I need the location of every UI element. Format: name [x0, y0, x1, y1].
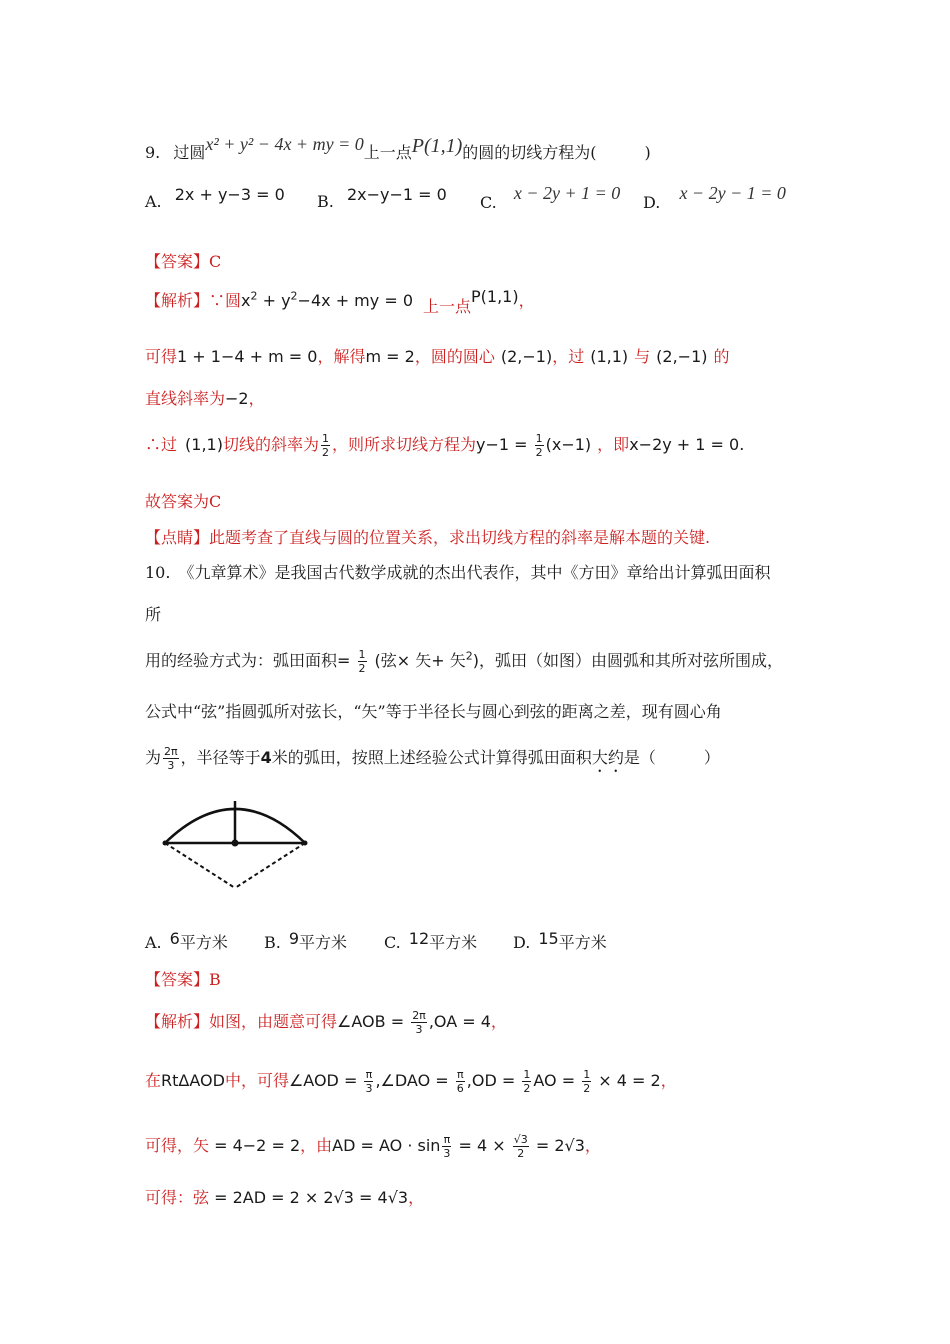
- text: ，: [248, 389, 265, 408]
- radius-right: [235, 843, 305, 888]
- math: = 4 ×: [453, 1136, 511, 1155]
- q10-option-c[interactable]: [384, 930, 477, 953]
- math-part: + y: [257, 291, 291, 310]
- option-letter: C.: [384, 933, 401, 952]
- math: $x^2 + y^2-4x$ + my = 0: [241, 289, 413, 310]
- text: ，圆的圆心: [414, 347, 495, 366]
- math: ,OD =: [466, 1071, 521, 1090]
- fraction: [535, 432, 544, 459]
- q10-stem-line1: 10. 《九章算术》是我国古代数学成就的杰出代表作，其中《方田》章给出计算弧田面积: [145, 563, 771, 582]
- q10-answer: 【答案】B: [145, 970, 221, 989]
- q10-analysis-line2: [145, 1068, 677, 1095]
- math: AO =: [533, 1071, 581, 1090]
- option-letter: B.: [264, 933, 281, 952]
- text: ∵圆: [209, 291, 242, 310]
- text: ，即: [597, 435, 630, 454]
- q10-analysis-line4: [145, 1185, 424, 1208]
- q9-prefix: 过圆: [173, 143, 206, 162]
- numerator: √3: [513, 1133, 528, 1146]
- option-letter: A.: [145, 933, 162, 952]
- math: ∠AOB =: [337, 1012, 410, 1031]
- text: ，弧田（如图）由圆弧和其所对弦所围成，: [479, 651, 784, 670]
- text: ∴过: [145, 435, 178, 454]
- denominator: 2: [321, 446, 329, 459]
- fraction: [522, 1068, 531, 1095]
- option-letter: C.: [480, 193, 497, 212]
- option-text: 2x + y−3 = 0: [174, 185, 285, 204]
- text: 用的经验方式为：弧田面积: [145, 651, 338, 670]
- q9-stem: [145, 134, 651, 164]
- math: = 2√3: [530, 1136, 585, 1155]
- math: P(1,1): [471, 287, 519, 306]
- math: = 2AD = 2 × 2√3 = 4√3: [209, 1188, 409, 1207]
- math-part: −4x + my = 0: [297, 291, 413, 310]
- q10-option-a[interactable]: [145, 930, 228, 953]
- q10-stem-line2: 所: [145, 605, 162, 624]
- option-letter: A.: [145, 192, 162, 211]
- denominator: 2: [535, 446, 543, 459]
- option-text: x − 2y − 1 = 0: [679, 183, 786, 203]
- q9-analysis-line1: [145, 287, 535, 316]
- denominator: 2: [358, 662, 366, 675]
- text: ，: [408, 1188, 425, 1207]
- radius-left: [165, 843, 235, 888]
- numerator: 1: [358, 648, 366, 661]
- math: =: [337, 651, 356, 670]
- math: RtΔAOD: [161, 1071, 225, 1090]
- math: (x−1): [545, 435, 592, 454]
- numerator: π: [443, 1133, 451, 1146]
- option-text: x − 2y + 1 = 0: [513, 183, 621, 203]
- option-letter: B.: [317, 192, 334, 211]
- q9-option-d[interactable]: [643, 183, 786, 213]
- text: 可得：弦: [145, 1188, 210, 1207]
- math: (1,1): [185, 435, 223, 454]
- fraction: [364, 1068, 373, 1095]
- math: y−1 =: [475, 435, 533, 454]
- math: x−2y + 1 = 0: [629, 435, 740, 454]
- q9-suffix: 的圆的切线方程为( ): [462, 143, 651, 162]
- endpoint-dot: [163, 841, 168, 846]
- option-number: 6: [169, 929, 180, 948]
- q9-comment: [145, 525, 710, 548]
- q10-analysis-line1: [145, 1009, 507, 1036]
- q9-option-b[interactable]: [317, 185, 447, 211]
- text: 中，可得: [224, 1071, 289, 1090]
- text: 如图，由题意可得: [209, 1012, 338, 1031]
- q10-option-b[interactable]: [264, 930, 347, 953]
- fraction: [582, 1068, 591, 1095]
- math: ,OA = 4: [428, 1012, 491, 1031]
- numerator: 2π: [412, 1009, 426, 1022]
- q10-stem-line5: [145, 745, 720, 776]
- text: 在: [145, 1071, 162, 1090]
- q9-number: 9.: [145, 143, 161, 162]
- denominator: 2: [517, 1147, 525, 1160]
- q9-analysis-line2: [145, 344, 730, 367]
- numerator: 1: [535, 432, 543, 445]
- math: ∠AOD =: [288, 1071, 363, 1090]
- numerator: π: [365, 1068, 373, 1081]
- denominator: 3: [365, 1082, 373, 1095]
- fraction: [358, 648, 367, 675]
- q10-stem-line4: 公式中“弦”指圆弧所对弦长，“矢”等于半径长与圆心到弦的距离之差，现有圆心角: [145, 702, 722, 721]
- comment-text: 此题考查了直线与圆的位置关系，求出切线方程的斜率是解本题的关键.: [209, 528, 711, 547]
- math: ,∠DAO =: [375, 1071, 454, 1090]
- text: 的: [713, 347, 730, 366]
- text: 是（ ）: [623, 748, 720, 767]
- option-unit: 平方米: [429, 933, 478, 952]
- q9-answer: 【答案】C: [145, 252, 222, 271]
- text: 米的弧田，按照上述经验公式计算得弧田面积: [271, 748, 592, 767]
- numerator: 2π: [164, 745, 178, 758]
- q9-analysis-line3: [145, 386, 265, 409]
- option-text: 2x−y−1 = 0: [346, 185, 447, 204]
- text: 可得，矢: [145, 1136, 210, 1155]
- math: 2: [465, 649, 473, 663]
- text: ，由: [300, 1136, 333, 1155]
- text: ，过: [552, 347, 585, 366]
- q9-point: P(1,1): [411, 135, 463, 157]
- fraction: [321, 432, 330, 459]
- q10-analysis-line3: [145, 1133, 601, 1160]
- text: 为: [145, 748, 162, 767]
- math: (2,−1): [656, 347, 708, 366]
- numerator: 1: [523, 1068, 531, 1081]
- text: 上一点: [423, 297, 472, 316]
- analysis-label: 【解析】: [145, 1012, 210, 1031]
- option-unit: 平方米: [179, 933, 228, 952]
- text: ，: [584, 1136, 601, 1155]
- q9-option-c[interactable]: [480, 183, 621, 213]
- math: −2: [225, 389, 249, 408]
- numerator: 1: [321, 432, 329, 445]
- text: ，解得: [317, 347, 366, 366]
- denominator: 2: [523, 1082, 531, 1095]
- q10-stem-line3: [145, 648, 783, 675]
- midpoint-dot: [232, 840, 239, 847]
- text: 与: [634, 347, 651, 366]
- denominator: 3: [167, 759, 175, 772]
- math: (弦× 矢+ 矢: [374, 651, 466, 670]
- text: ，则所求切线方程为: [331, 435, 476, 454]
- option-number: 12: [408, 929, 430, 948]
- emphasized-text: 大约: [591, 748, 624, 767]
- arc-field-figure: [155, 795, 320, 895]
- text: ，: [518, 291, 535, 310]
- text: ，: [490, 1012, 507, 1031]
- math: × 4 = 2: [593, 1071, 661, 1090]
- option-unit: 平方米: [299, 933, 348, 952]
- q9-option-a[interactable]: [145, 185, 285, 211]
- math: (1,1): [590, 347, 629, 366]
- option-letter: D.: [513, 933, 531, 952]
- q9-equation: x² + y² − 4x + my = 0: [205, 134, 364, 154]
- analysis-label: 【解析】: [145, 291, 210, 310]
- text: 切线的斜率为: [222, 435, 319, 454]
- math: 1 + 1−4 + m = 0: [177, 347, 318, 366]
- text: ，半径等于: [180, 748, 261, 767]
- math: AD = AO · sin: [332, 1136, 441, 1155]
- fraction: [456, 1068, 465, 1095]
- q9-mid: 上一点: [363, 143, 412, 162]
- math: ): [472, 651, 479, 670]
- fraction: [442, 1133, 451, 1160]
- q10-option-d[interactable]: [513, 930, 607, 953]
- math: m = 2: [365, 347, 415, 366]
- fraction: [411, 1009, 427, 1036]
- text: ，: [660, 1071, 677, 1090]
- fraction: [513, 1133, 529, 1160]
- denominator: 3: [415, 1023, 423, 1036]
- denominator: 3: [443, 1147, 451, 1160]
- q9-conclusion: 故答案为C: [145, 492, 222, 511]
- numerator: 1: [583, 1068, 591, 1081]
- numerator: π: [456, 1068, 464, 1081]
- comment-label: 【点睛】: [145, 528, 210, 547]
- option-letter: D.: [643, 193, 661, 212]
- option-number: 9: [288, 929, 300, 948]
- math-part: x: [241, 291, 251, 310]
- text: 直线斜率为: [145, 389, 226, 408]
- fraction: [163, 745, 179, 772]
- text: 可得: [145, 347, 178, 366]
- math: 4: [260, 748, 272, 767]
- q9-analysis-line4: [145, 432, 744, 459]
- text: .: [739, 435, 745, 454]
- math: (2,−1): [500, 347, 553, 366]
- option-unit: 平方米: [558, 933, 607, 952]
- math: = 4−2 = 2: [209, 1136, 301, 1155]
- denominator: 6: [456, 1082, 464, 1095]
- option-number: 15: [538, 929, 559, 948]
- denominator: 2: [583, 1082, 591, 1095]
- endpoint-dot: [303, 841, 308, 846]
